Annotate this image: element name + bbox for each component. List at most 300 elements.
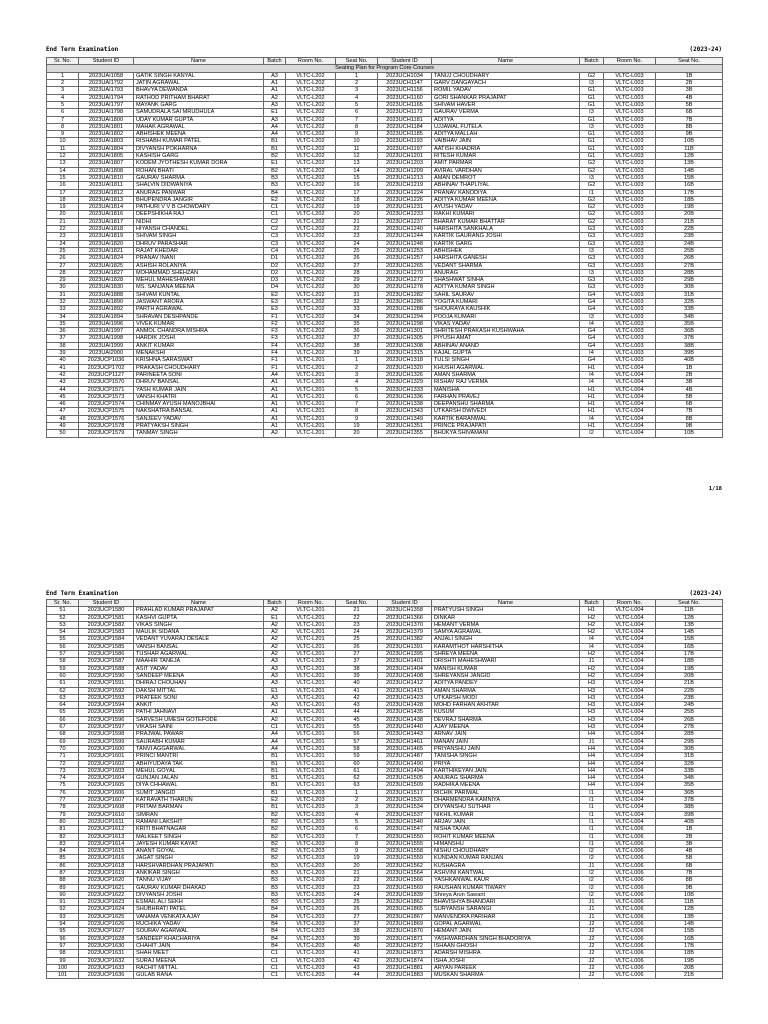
cell-name-left: GAURAV SHARMA [134,174,264,181]
cell-room-no-right: VLTC-L006 [604,957,656,964]
cell-sr-no: 30 [47,284,79,291]
cell-name-left: ASHISH ROLANIYA [134,262,264,269]
cell-student-id-left: 2023UAI1824 [79,255,134,262]
cell-name-left: GAURAV KUMAR DHAKAD [134,884,264,891]
cell-batch-left: A4 [264,731,286,738]
cell-name-left: MAAHIR TANEJA [134,658,264,665]
cell-name-left: RACHIT MITTAL [134,964,264,971]
cell-student-id-right: 2023UCH1257 [378,255,432,262]
cell-name-left: SANJEEV YADAV [134,415,264,422]
cell-batch-right: H4 [580,760,604,767]
cell-student-id-left: 2023UCP1573 [79,393,134,400]
cell-name-left: CHINMAY AYUSH MANOJBHAI [134,401,264,408]
cell-student-id-right: 2023UCH1558 [378,848,432,855]
cell-student-id-left: 2023UCP1578 [79,423,134,430]
cell-room-no-left: VLTC-L203 [286,877,336,884]
seating-plan-table [46,57,723,438]
cell-name-left: ESMAIL ALI SEKH [134,899,264,906]
table-row [47,371,723,378]
cell-batch-right: I1 [580,840,604,847]
cell-batch-right: G2 [580,218,604,225]
cell-student-id-right: 2023UCH1408 [378,672,432,679]
cell-batch-left: B1 [264,782,286,789]
table-row [47,160,723,167]
table-row [47,204,723,211]
cell-batch-left: B4 [264,942,286,949]
cell-room-no-left: VLTC-L203 [286,804,336,811]
cell-sr-no: 66 [47,716,79,723]
cell-room-no-left: VLTC-L203 [286,789,336,796]
cell-name-right: GORI SHANKAR PRAJAPAT [432,94,580,101]
cell-room-no-right: VLTC-L006 [604,848,656,855]
cell-seat-no-left: 28 [336,269,378,276]
cell-name-right: AJAY MEENA [432,724,580,731]
cell-sr-no: 80 [47,818,79,825]
cell-sr-no: 65 [47,709,79,716]
cell-name-left: PATHI JAHNAVI [134,709,264,716]
cell-seat-no-right: 16B [656,935,723,942]
table-row [47,760,723,767]
table-row [47,702,723,709]
cell-student-id-right: 2023UCH1555 [378,840,432,847]
cell-room-no-left: VLTC-L202 [286,328,336,335]
cell-name-right: KHUSHI AGARWAL [432,364,580,371]
cell-student-id-right: 2023UCH1231 [378,204,432,211]
cell-seat-no-right: 25B [656,247,723,254]
cell-batch-left: A2 [264,643,286,650]
cell-seat-no-right: 2B [656,833,723,840]
cell-batch-right: I4 [580,350,604,357]
cell-name-right: PRIYANSHU JAIN [432,745,580,752]
cell-batch-left: B3 [264,862,286,869]
cell-name-left: RAJAT KHEDAR [134,247,264,254]
cell-batch-right: H3 [580,716,604,723]
cell-seat-no-left: 58 [336,745,378,752]
cell-name-left: PRANAV INANI [134,255,264,262]
cell-name-right: KAJAL GUPTA [432,350,580,357]
cell-seat-no-right: 6B [656,109,723,116]
cell-sr-no: 49 [47,423,79,430]
cell-batch-left: D3 [264,277,286,284]
table-row [47,299,723,306]
table-row [47,226,723,233]
cell-seat-no-left: 20 [336,211,378,218]
cell-name-right: KARAMTHOT HARSHITHA [432,643,580,650]
cell-student-id-right: 2023UCH1240 [378,226,432,233]
cell-name-left: SAMUDRALA SAI MRUDHULA [134,109,264,116]
cell-seat-no-right: 6B [656,401,723,408]
cell-sr-no: 37 [47,335,79,342]
table-row [47,364,723,371]
cell-batch-left: D1 [264,255,286,262]
table-row [47,869,723,876]
table-row [47,109,723,116]
cell-seat-no-left: 13 [336,160,378,167]
cell-student-id-left: 2023UCP1596 [79,716,134,723]
cell-student-id-right: 2023UCH1881 [378,964,432,971]
cell-batch-left: A1 [264,80,286,87]
cell-room-no-left: VLTC-L202 [286,182,336,189]
cell-name-left: RUCHIKA YADAV [134,921,264,928]
cell-seat-no-left: 15 [336,174,378,181]
cell-batch-left: A1 [264,423,286,430]
cell-student-id-right: 2023UCH1564 [378,869,432,876]
table-row [47,753,723,760]
cell-seat-no-left: 5 [336,818,378,825]
column-header-batch-left: Batch [264,58,286,65]
cell-student-id-left: 2023UCP1616 [79,855,134,862]
cell-student-id-left: 2023UCP1602 [79,760,134,767]
cell-name-right: HEMANT VERMA [432,621,580,628]
cell-seat-no-left: 27 [336,262,378,269]
cell-room-no-left: VLTC-L203 [286,811,336,818]
cell-sr-no: 11 [47,145,79,152]
cell-seat-no-right: 8B [656,123,723,130]
cell-batch-left: A1 [264,415,286,422]
cell-room-no-left: VLTC-L203 [286,884,336,891]
cell-batch-left: D2 [264,269,286,276]
cell-batch-left: B1 [264,775,286,782]
column-header-row [47,600,723,607]
cell-seat-no-left: 22 [336,614,378,621]
cell-room-no-right: VLTC-L004 [604,665,656,672]
cell-student-id-left: 2023UCP1584 [79,636,134,643]
cell-batch-right: I1 [580,811,604,818]
column-header-student-id-left: Student ID [79,600,134,607]
cell-student-id-right: 2023UCH1366 [378,614,432,621]
cell-student-id-left: 2023UAI1058 [79,72,134,79]
cell-name-right: KUSHAGRA [432,862,580,869]
cell-name-left: VANSH BANSAL [134,643,264,650]
cell-room-no-left: VLTC-L202 [286,313,336,320]
cell-name-right: GOPAL AGARWAL [432,921,580,928]
cell-seat-no-right: 8B [656,877,723,884]
cell-batch-right: G3 [580,284,604,291]
cell-room-no-left: VLTC-L203 [286,862,336,869]
cell-seat-no-left: 43 [336,702,378,709]
cell-sr-no: 51 [47,607,79,614]
cell-student-id-left: 2023UCP1581 [79,614,134,621]
cell-sr-no: 19 [47,204,79,211]
cell-room-no-left: VLTC-L203 [286,899,336,906]
cell-batch-right: G2 [580,182,604,189]
cell-batch-left: C1 [264,724,286,731]
cell-seat-no-left: 59 [336,753,378,760]
cell-name-left: DAKSH MITTAL [134,687,264,694]
cell-room-no-right: VLTC-L006 [604,855,656,862]
cell-room-no-left: VLTC-L202 [286,211,336,218]
cell-student-id-right: 2023UCH1871 [378,935,432,942]
cell-student-id-right: 2023UCH1184 [378,123,432,130]
cell-seat-no-right: 9B [656,423,723,430]
cell-name-right: GARV DANGAYACH [432,80,580,87]
cell-student-id-right: 2023UCH1379 [378,629,432,636]
cell-sr-no: 54 [47,629,79,636]
cell-batch-left: D4 [264,284,286,291]
cell-name-left: JAYESH KUMAR KAYAT [134,840,264,847]
cell-room-no-right: VLTC-L006 [604,964,656,971]
cell-batch-right: I2 [580,869,604,876]
cell-batch-right: H2 [580,665,604,672]
cell-seat-no-right: 18B [656,196,723,203]
cell-batch-right: I4 [580,415,604,422]
table-row [47,964,723,971]
cell-sr-no: 55 [47,636,79,643]
cell-seat-no-right: 7B [656,116,723,123]
cell-batch-right: H1 [580,401,604,408]
cell-batch-right: J2 [580,921,604,928]
cell-sr-no: 27 [47,262,79,269]
table-row [47,658,723,665]
cell-batch-right: G3 [580,262,604,269]
cell-batch-right: H3 [580,694,604,701]
cell-room-no-right: VLTC-L003 [604,109,656,116]
column-header-seat-no-right: Seat No. [656,600,723,607]
cell-sr-no: 64 [47,702,79,709]
column-header-name-right: Name [432,58,580,65]
cell-room-no-left: VLTC-L202 [286,240,336,247]
cell-seat-no-left: 60 [336,760,378,767]
cell-sr-no: 70 [47,745,79,752]
table-row [47,797,723,804]
cell-student-id-left: 2023UAI1793 [79,87,134,94]
table-row [47,138,723,145]
cell-batch-right: G1 [580,145,604,152]
cell-seat-no-right: 3B [656,87,723,94]
cell-student-id-right: 2023UCH1562 [378,862,432,869]
cell-name-left: KASHISH GARG [134,153,264,160]
cell-room-no-left: VLTC-L203 [286,972,336,979]
cell-room-no-left: VLTC-L202 [286,350,336,357]
cell-room-no-right: VLTC-L004 [604,709,656,716]
cell-sr-no: 43 [47,379,79,386]
cell-name-left: RAMANI LAKSHIT [134,818,264,825]
cell-name-left: SHALVIN DIDWANIYA [134,182,264,189]
cell-room-no-right: VLTC-L006 [604,891,656,898]
cell-room-no-right: VLTC-L004 [604,775,656,782]
cell-student-id-left: 2023UAI1812 [79,189,134,196]
cell-name-left: TANNU VIJAY [134,877,264,884]
cell-seat-no-right: 21B [656,972,723,979]
cell-room-no-right: VLTC-L004 [604,797,656,804]
cell-room-no-right: VLTC-L003 [604,357,656,364]
cell-name-left: DHRUV PARASHAR [134,240,264,247]
cell-seat-no-left: 37 [336,921,378,928]
cell-room-no-right: VLTC-L004 [604,386,656,393]
table-row [47,196,723,203]
cell-seat-no-left: 27 [336,651,378,658]
cell-name-left: ANURAG PANWAR [134,189,264,196]
cell-student-id-right: 2023UCH1282 [378,291,432,298]
cell-name-right: HARSHITA SANKHALA [432,226,580,233]
cell-seat-no-right: 21B [656,218,723,225]
cell-student-id-right: 2023UCH1209 [378,167,432,174]
cell-batch-right: I3 [580,109,604,116]
cell-seat-no-right: 26B [656,255,723,262]
cell-name-left: ASIT YADAV [134,665,264,672]
table-row [47,240,723,247]
cell-name-left: PARINEETA SONI [134,371,264,378]
cell-seat-no-left: 5 [336,386,378,393]
cell-student-id-right: 2023UCH1494 [378,767,432,774]
table-row [47,153,723,160]
table-row [47,891,723,898]
cell-batch-right: G1 [580,94,604,101]
cell-batch-right: I2 [580,855,604,862]
cell-seat-no-left: 4 [336,379,378,386]
cell-seat-no-right: 24B [656,702,723,709]
table-row [47,255,723,262]
cell-name-right: ROHIT KUMAR MEENA [432,833,580,840]
cell-batch-right: I1 [580,189,604,196]
cell-name-left: HIYANSH CHANDEL [134,226,264,233]
cell-batch-right: I1 [580,789,604,796]
cell-room-no-right: VLTC-L004 [604,651,656,658]
cell-student-id-right: 2023UCH1867 [378,913,432,920]
cell-name-right: AVIRAL VARDHAN [432,167,580,174]
cell-student-id-right: 2023UCH1288 [378,306,432,313]
cell-name-right: DHARMENDRA KAMNIYA [432,797,580,804]
cell-student-id-left: 2023UAI1827 [79,269,134,276]
cell-seat-no-left: 36 [336,328,378,335]
cell-name-right: ARYAN PAREEK [432,964,580,971]
cell-student-id-right: 2023UCH1358 [378,607,432,614]
table-row [47,233,723,240]
cell-seat-no-left: 35 [336,320,378,327]
cell-name-left: MS. SANJANA MEENA [134,284,264,291]
cell-name-left: PRATEEK SONI [134,694,264,701]
cell-batch-left: F4 [264,342,286,349]
cell-student-id-right: 2023UCH1438 [378,716,432,723]
cell-sr-no: 21 [47,218,79,225]
cell-room-no-right: VLTC-L003 [604,174,656,181]
cell-seat-no-left: 33 [336,306,378,313]
cell-name-right: FARHAN PRAVEJ [432,393,580,400]
cell-seat-no-left: 38 [336,665,378,672]
cell-room-no-left: VLTC-L202 [286,101,336,108]
cell-name-right: RAUSHAN KUMAR TIWARY [432,884,580,891]
cell-student-id-left: 2023UCP1593 [79,694,134,701]
cell-room-no-left: VLTC-L203 [286,950,336,957]
cell-seat-no-right: 30B [656,284,723,291]
cell-seat-no-left: 23 [336,884,378,891]
cell-batch-left: C1 [264,950,286,957]
cell-student-id-right: 2023UCH1248 [378,240,432,247]
cell-seat-no-left: 19 [336,204,378,211]
cell-seat-no-right: 16B [656,643,723,650]
cell-name-left: TUSHAR AGARWAL [134,651,264,658]
cell-name-right: ARJAV JAIN [432,818,580,825]
column-header-seat-no-right: Seat No. [656,58,723,65]
cell-seat-no-right: 35B [656,320,723,327]
cell-batch-right: J2 [580,928,604,935]
cell-seat-no-left: 39 [336,672,378,679]
cell-room-no-right: VLTC-L004 [604,702,656,709]
cell-room-no-right: VLTC-L004 [604,371,656,378]
cell-sr-no: 44 [47,386,79,393]
cell-name-left: DIVYANSH JOSHI [134,891,264,898]
cell-room-no-right: VLTC-L004 [604,607,656,614]
cell-sr-no: 81 [47,826,79,833]
cell-room-no-left: VLTC-L203 [286,855,336,862]
cell-sr-no: 87 [47,869,79,876]
cell-student-id-left: 2023UCP1585 [79,643,134,650]
cell-student-id-left: 2023UAI1807 [79,160,134,167]
column-header-batch-left: Batch [264,600,286,607]
cell-room-no-right: VLTC-L003 [604,269,656,276]
cell-name-left: KODEM JYOTHESH KUMAR DORA [134,160,264,167]
table-row [47,174,723,181]
cell-name-left: KASHVI GUPTA [134,614,264,621]
cell-room-no-left: VLTC-L201 [286,379,336,386]
cell-room-no-left: VLTC-L203 [286,840,336,847]
cell-student-id-left: 2023UAI1802 [79,131,134,138]
cell-seat-no-right: 19B [656,665,723,672]
cell-room-no-left: VLTC-L202 [286,284,336,291]
cell-room-no-right: VLTC-L003 [604,233,656,240]
cell-batch-right: H2 [580,629,604,636]
column-header-student-id-right: Student ID [378,58,432,65]
exam-title: End Term Examination [46,46,119,53]
cell-seat-no-right: 1B [656,72,723,79]
cell-room-no-left: VLTC-L203 [286,826,336,833]
cell-batch-right: I2 [580,877,604,884]
cell-seat-no-left: 30 [336,284,378,291]
cell-name-left: SUMIT JANGID [134,789,264,796]
cell-student-id-left: 2023UCP1631 [79,950,134,957]
cell-name-left: SANDEEP MEENA [134,672,264,679]
cell-seat-no-left: 24 [336,629,378,636]
cell-room-no-right: VLTC-L003 [604,145,656,152]
cell-name-left: ANKIKAR SINGH [134,869,264,876]
cell-seat-no-left: 44 [336,709,378,716]
cell-sr-no: 69 [47,738,79,745]
cell-room-no-right: VLTC-L003 [604,328,656,335]
cell-batch-right: G4 [580,357,604,364]
cell-batch-left: A2 [264,629,286,636]
cell-seat-no-right: 40B [656,357,723,364]
cell-name-left: SANDEEP KHACHARIYA [134,935,264,942]
cell-student-id-left: 2023UAI1892 [79,306,134,313]
cell-seat-no-left: 55 [336,724,378,731]
cell-room-no-right: VLTC-L003 [604,299,656,306]
table-row [47,621,723,628]
cell-room-no-right: VLTC-L004 [604,643,656,650]
cell-name-right: KARTIK GAURANG JOSHI [432,233,580,240]
cell-name-left: ABHIYUDAYA TAK [134,760,264,767]
cell-name-right: ADITYA PANDEY [432,680,580,687]
cell-room-no-left: VLTC-L202 [286,153,336,160]
cell-sr-no: 38 [47,342,79,349]
cell-name-right: ADITYA KUMAR MEENA [432,196,580,203]
cell-student-id-right: 2023UCH1534 [378,804,432,811]
cell-student-id-left: 2023UCP1620 [79,877,134,884]
cell-student-id-left: 2023UAI1800 [79,116,134,123]
cell-name-right: KUNDAN KUMAR RANJAN [432,855,580,862]
cell-name-left: GATIK SINGH KANYAL [134,72,264,79]
cell-room-no-right: VLTC-L003 [604,313,656,320]
cell-name-left: HARSHVARDHAN PRAJAPATI [134,862,264,869]
cell-seat-no-left: 57 [336,738,378,745]
cell-batch-left: E1 [264,109,286,116]
cell-seat-no-right: 15B [656,928,723,935]
cell-seat-no-left: 24 [336,891,378,898]
cell-batch-left: C2 [264,226,286,233]
cell-room-no-right: VLTC-L006 [604,921,656,928]
table-row [47,972,723,979]
table-row [47,767,723,774]
cell-name-right: ISHAAN GHOSH [432,942,580,949]
